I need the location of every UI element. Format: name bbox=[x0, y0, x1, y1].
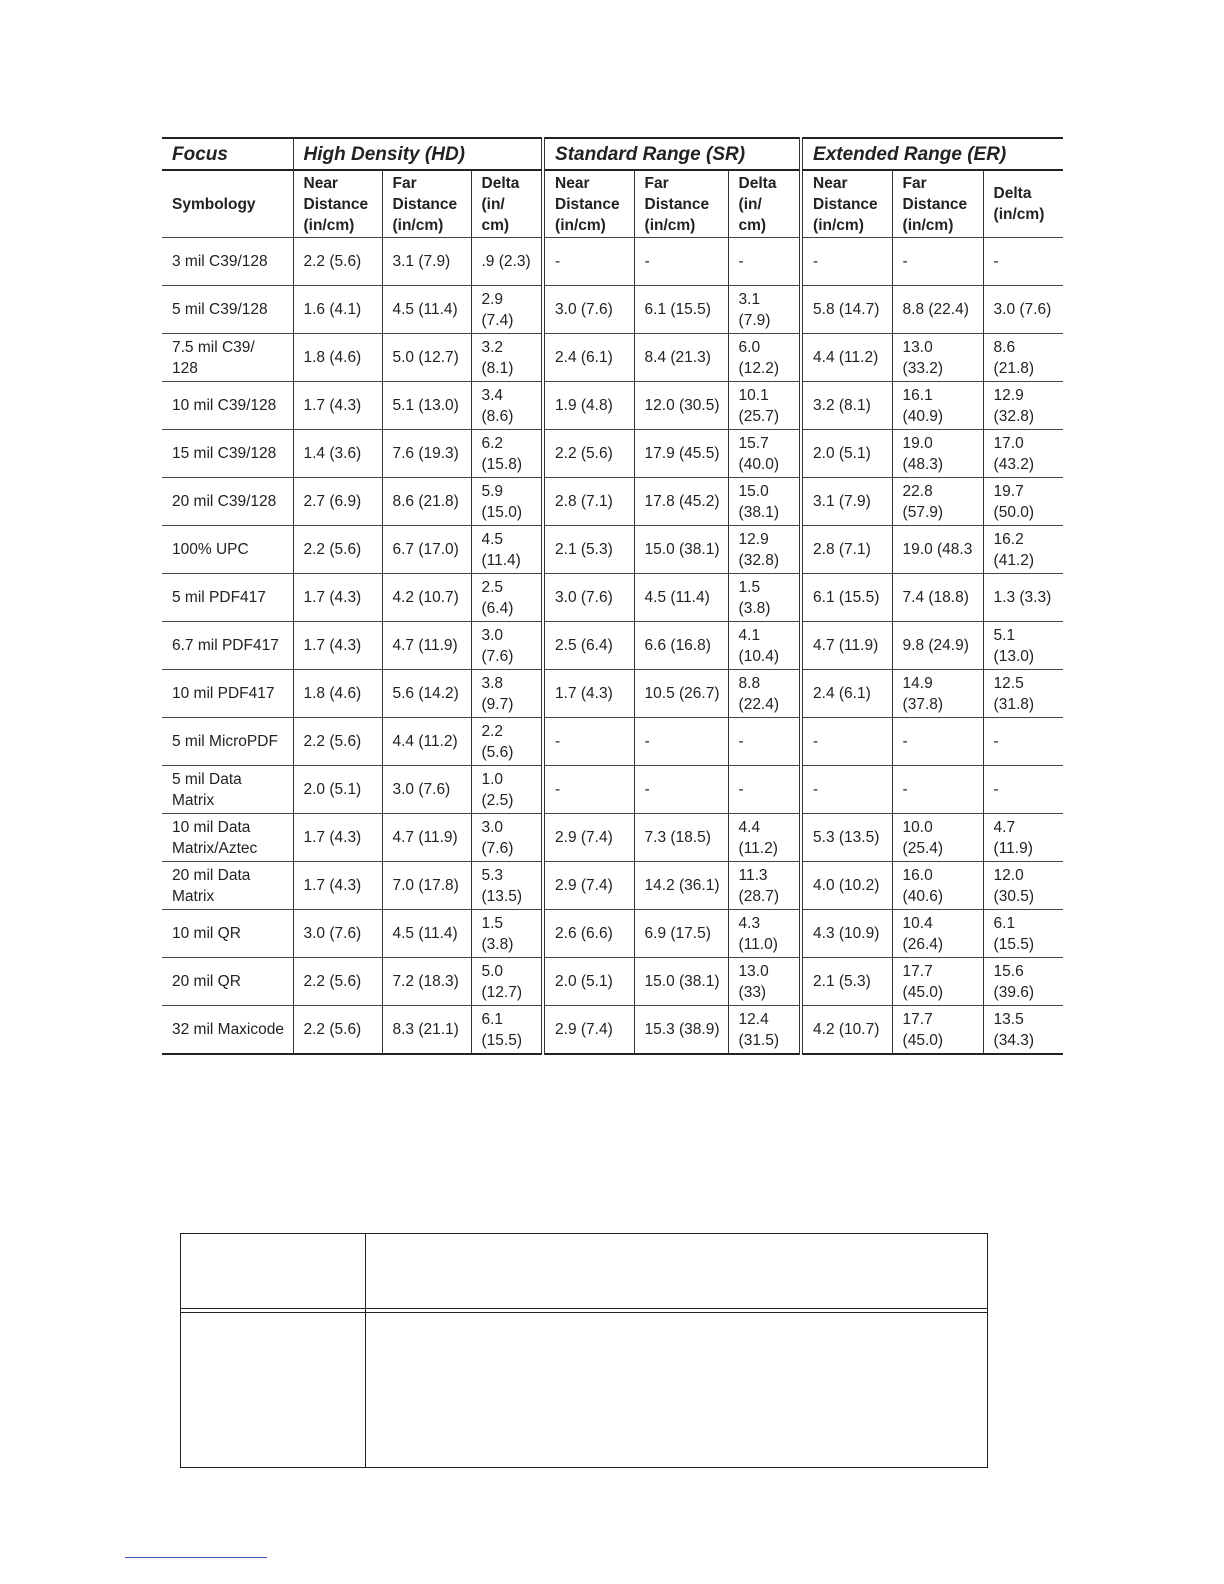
range-cell: 7.0 (17.8) bbox=[382, 862, 471, 910]
symbology-cell: 32 mil Maxicode bbox=[162, 1006, 293, 1055]
range-cell: 14.9 (37.8) bbox=[892, 670, 983, 718]
table-row bbox=[162, 862, 1063, 910]
range-cell: 19.0 (48.3 bbox=[892, 526, 983, 574]
range-cell: - bbox=[892, 238, 983, 286]
sr-delta-header: Delta (in/ cm) bbox=[728, 170, 801, 238]
range-cell: 4.4 (11.2) bbox=[801, 334, 892, 382]
sr-group-header: Standard Range (SR) bbox=[543, 138, 801, 170]
range-cell: 1.7 (4.3) bbox=[293, 814, 382, 862]
table-row bbox=[162, 622, 1063, 670]
range-cell: 5.1 (13.0) bbox=[382, 382, 471, 430]
reading-range-table bbox=[162, 137, 1063, 1055]
range-cell: - bbox=[892, 766, 983, 814]
range-cell: - bbox=[801, 718, 892, 766]
range-cell: 15.6 (39.6) bbox=[983, 958, 1063, 1006]
range-cell: 6.1 (15.5) bbox=[983, 910, 1063, 958]
range-cell: 12.9 (32.8) bbox=[728, 526, 801, 574]
focus-header: Focus bbox=[162, 138, 293, 170]
range-cell: - bbox=[543, 718, 634, 766]
range-cell: 4.3 (11.0) bbox=[728, 910, 801, 958]
symbology-cell: 5 mil Data Matrix bbox=[162, 766, 293, 814]
range-cell: 4.0 (10.2) bbox=[801, 862, 892, 910]
range-cell: 6.2 (15.8) bbox=[471, 430, 543, 478]
er-delta-header: Delta (in/cm) bbox=[993, 185, 1045, 223]
range-cell: - bbox=[543, 766, 634, 814]
symbology-cell: 20 mil Data Matrix bbox=[162, 862, 293, 910]
table-row bbox=[162, 766, 1063, 814]
symbology-cell: 7.5 mil C39/ 128 bbox=[162, 334, 293, 382]
range-cell: 8.6 (21.8) bbox=[983, 334, 1063, 382]
range-cell: 15.3 (38.9) bbox=[634, 1006, 728, 1055]
range-cell: 13.0 (33.2) bbox=[892, 334, 983, 382]
range-cell: 3.0 (7.6) bbox=[471, 622, 543, 670]
range-cell: 6.0 (12.2) bbox=[728, 334, 801, 382]
table-row bbox=[162, 430, 1063, 478]
range-cell: 19.0 (48.3) bbox=[892, 430, 983, 478]
range-cell: 1.7 (4.3) bbox=[293, 574, 382, 622]
range-cell: 12.0 (30.5) bbox=[983, 862, 1063, 910]
er-group-header: Extended Range (ER) bbox=[801, 138, 1063, 170]
range-cell: - bbox=[634, 718, 728, 766]
symbology-cell: 10 mil PDF417 bbox=[162, 670, 293, 718]
symbology-cell: 15 mil C39/128 bbox=[162, 430, 293, 478]
symbology-header: Symbology bbox=[162, 170, 293, 238]
range-cell: 2.7 (6.9) bbox=[293, 478, 382, 526]
range-cell: - bbox=[983, 718, 1063, 766]
range-cell: 16.2 (41.2) bbox=[983, 526, 1063, 574]
range-cell: - bbox=[543, 238, 634, 286]
range-cell: 16.1 (40.9) bbox=[892, 382, 983, 430]
table-row bbox=[162, 670, 1063, 718]
range-cell: 17.0 (43.2) bbox=[983, 430, 1063, 478]
range-cell: - bbox=[983, 766, 1063, 814]
range-cell: 2.0 (5.1) bbox=[293, 766, 382, 814]
range-cell: 6.1 (15.5) bbox=[801, 574, 892, 622]
table-row bbox=[162, 286, 1063, 334]
range-cell: 5.1 (13.0) bbox=[983, 622, 1063, 670]
range-cell: - bbox=[892, 718, 983, 766]
range-cell: 2.0 (5.1) bbox=[543, 958, 634, 1006]
range-cell: - bbox=[801, 766, 892, 814]
range-cell: 12.9 (32.8) bbox=[983, 382, 1063, 430]
table-row bbox=[162, 910, 1063, 958]
range-cell: - bbox=[801, 238, 892, 286]
symbology-cell: 10 mil C39/128 bbox=[162, 382, 293, 430]
range-cell: 1.4 (3.6) bbox=[293, 430, 382, 478]
range-cell: 2.2 (5.6) bbox=[293, 238, 382, 286]
table-row bbox=[162, 526, 1063, 574]
range-cell: 15.7 (40.0) bbox=[728, 430, 801, 478]
range-cell: 19.7 (50.0) bbox=[983, 478, 1063, 526]
range-cell: 6.9 (17.5) bbox=[634, 910, 728, 958]
symbology-cell: 20 mil QR bbox=[162, 958, 293, 1006]
range-cell: 2.2 (5.6) bbox=[543, 430, 634, 478]
range-cell: 8.4 (21.3) bbox=[634, 334, 728, 382]
symbology-cell: 3 mil C39/128 bbox=[162, 238, 293, 286]
empty-table-column-divider bbox=[365, 1234, 366, 1467]
range-cell: 17.9 (45.5) bbox=[634, 430, 728, 478]
range-cell: 2.8 (7.1) bbox=[801, 526, 892, 574]
range-cell: 2.4 (6.1) bbox=[543, 334, 634, 382]
symbology-cell: 6.7 mil PDF417 bbox=[162, 622, 293, 670]
column-header-row bbox=[162, 170, 1063, 238]
table-row bbox=[162, 382, 1063, 430]
range-cell: 2.0 (5.1) bbox=[801, 430, 892, 478]
range-cell: 4.7 (11.9) bbox=[983, 814, 1063, 862]
symbology-cell: 20 mil C39/128 bbox=[162, 478, 293, 526]
range-cell: 2.5 (6.4) bbox=[471, 574, 543, 622]
range-cell: 15.0 (38.1) bbox=[634, 958, 728, 1006]
range-cell: 1.0 (2.5) bbox=[471, 766, 543, 814]
symbology-cell: 10 mil QR bbox=[162, 910, 293, 958]
range-cell: 7.4 (18.8) bbox=[892, 574, 983, 622]
range-cell: 5.3 (13.5) bbox=[471, 862, 543, 910]
empty-table bbox=[180, 1233, 988, 1468]
range-cell: 2.1 (5.3) bbox=[543, 526, 634, 574]
table-row bbox=[162, 238, 1063, 286]
range-cell: 3.4 (8.6) bbox=[471, 382, 543, 430]
range-cell: 13.5 (34.3) bbox=[983, 1006, 1063, 1055]
table-row bbox=[162, 478, 1063, 526]
footnote-separator bbox=[125, 1557, 267, 1558]
range-cell: 5.3 (13.5) bbox=[801, 814, 892, 862]
range-cell: 3.0 (7.6) bbox=[543, 286, 634, 334]
sr-near-header: Near Distance (in/cm) bbox=[543, 170, 634, 238]
range-cell: 4.7 (11.9) bbox=[382, 814, 471, 862]
range-cell: 2.1 (5.3) bbox=[801, 958, 892, 1006]
range-cell: 4.4 (11.2) bbox=[382, 718, 471, 766]
range-cell: 12.4 (31.5) bbox=[728, 1006, 801, 1055]
range-cell: 3.1 (7.9) bbox=[801, 478, 892, 526]
range-cell: 1.6 (4.1) bbox=[293, 286, 382, 334]
sr-far-header: Far Distance (in/cm) bbox=[634, 170, 728, 238]
symbology-cell: 100% UPC bbox=[162, 526, 293, 574]
hd-far-header: Far Distance (in/cm) bbox=[382, 170, 471, 238]
range-cell: 2.2 (5.6) bbox=[471, 718, 543, 766]
range-cell: 1.8 (4.6) bbox=[293, 670, 382, 718]
hd-group-header: High Density (HD) bbox=[293, 138, 543, 170]
range-cell: 7.3 (18.5) bbox=[634, 814, 728, 862]
hd-near-header: Near Distance (in/cm) bbox=[293, 170, 382, 238]
empty-table-row-divider bbox=[181, 1308, 987, 1313]
range-cell: 4.1 (10.4) bbox=[728, 622, 801, 670]
range-cell: 1.9 (4.8) bbox=[543, 382, 634, 430]
range-cell: 11.3 (28.7) bbox=[728, 862, 801, 910]
range-cell: 4.7 (11.9) bbox=[801, 622, 892, 670]
hd-delta-header: Delta (in/ cm) bbox=[471, 170, 543, 238]
range-cell: 1.8 (4.6) bbox=[293, 334, 382, 382]
table-row bbox=[162, 334, 1063, 382]
range-cell: 8.8 (22.4) bbox=[892, 286, 983, 334]
symbology-cell: 10 mil Data Matrix/Aztec bbox=[162, 814, 293, 862]
range-cell: 4.2 (10.7) bbox=[801, 1006, 892, 1055]
table-row bbox=[162, 574, 1063, 622]
table-row bbox=[162, 1006, 1063, 1055]
range-cell: 4.5 (11.4) bbox=[634, 574, 728, 622]
range-cell: 2.9 (7.4) bbox=[543, 1006, 634, 1055]
range-cell: 3.0 (7.6) bbox=[471, 814, 543, 862]
range-cell: - bbox=[728, 718, 801, 766]
range-cell: 12.0 (30.5) bbox=[634, 382, 728, 430]
range-cell: 4.5 (11.4) bbox=[471, 526, 543, 574]
range-cell: 1.7 (4.3) bbox=[293, 382, 382, 430]
range-cell: 9.8 (24.9) bbox=[892, 622, 983, 670]
group-header-row bbox=[162, 138, 1063, 170]
table-row bbox=[162, 814, 1063, 862]
range-cell: 2.9 (7.4) bbox=[543, 814, 634, 862]
range-cell: 10.1 (25.7) bbox=[728, 382, 801, 430]
range-cell: 1.7 (4.3) bbox=[293, 622, 382, 670]
range-cell: 3.1 (7.9) bbox=[728, 286, 801, 334]
range-cell: 3.0 (7.6) bbox=[293, 910, 382, 958]
range-cell: 2.4 (6.1) bbox=[801, 670, 892, 718]
range-cell: 12.5 (31.8) bbox=[983, 670, 1063, 718]
table-row bbox=[162, 958, 1063, 1006]
range-cell: 2.9 (7.4) bbox=[471, 286, 543, 334]
range-cell: 4.5 (11.4) bbox=[382, 286, 471, 334]
range-cell: 16.0 (40.6) bbox=[892, 862, 983, 910]
range-cell: 7.2 (18.3) bbox=[382, 958, 471, 1006]
range-cell: 10.5 (26.7) bbox=[634, 670, 728, 718]
symbology-cell: 5 mil MicroPDF bbox=[162, 718, 293, 766]
range-cell: 17.7 (45.0) bbox=[892, 958, 983, 1006]
range-cell: 7.6 (19.3) bbox=[382, 430, 471, 478]
range-cell: 3.0 (7.6) bbox=[382, 766, 471, 814]
range-cell: 10.0 (25.4) bbox=[892, 814, 983, 862]
range-cell: - bbox=[983, 238, 1063, 286]
range-cell: 1.5 (3.8) bbox=[728, 574, 801, 622]
range-cell: 8.8 (22.4) bbox=[728, 670, 801, 718]
range-cell: 2.9 (7.4) bbox=[543, 862, 634, 910]
range-cell: 3.1 (7.9) bbox=[382, 238, 471, 286]
range-cell: 22.8 (57.9) bbox=[892, 478, 983, 526]
table-row bbox=[162, 718, 1063, 766]
range-cell: 2.2 (5.6) bbox=[293, 718, 382, 766]
range-cell: 4.7 (11.9) bbox=[382, 622, 471, 670]
range-cell: 4.4 (11.2) bbox=[728, 814, 801, 862]
range-cell: 5.0 (12.7) bbox=[382, 334, 471, 382]
range-cell: 1.7 (4.3) bbox=[293, 862, 382, 910]
range-cell: 2.5 (6.4) bbox=[543, 622, 634, 670]
range-cell: 3.2 (8.1) bbox=[801, 382, 892, 430]
symbology-cell: 5 mil PDF417 bbox=[162, 574, 293, 622]
range-cell: - bbox=[634, 238, 728, 286]
range-cell: 6.6 (16.8) bbox=[634, 622, 728, 670]
range-cell: 6.1 (15.5) bbox=[634, 286, 728, 334]
er-far-header: Far Distance (in/cm) bbox=[892, 170, 983, 238]
range-cell: - bbox=[728, 238, 801, 286]
er-near-header: Near Distance (in/cm) bbox=[801, 170, 892, 238]
range-cell: .9 (2.3) bbox=[471, 238, 543, 286]
range-cell: 6.1 (15.5) bbox=[471, 1006, 543, 1055]
range-cell: 4.5 (11.4) bbox=[382, 910, 471, 958]
range-cell: 2.2 (5.6) bbox=[293, 1006, 382, 1055]
range-cell: 3.0 (7.6) bbox=[983, 286, 1063, 334]
range-cell: 1.7 (4.3) bbox=[543, 670, 634, 718]
range-cell: 14.2 (36.1) bbox=[634, 862, 728, 910]
range-cell: 5.9 (15.0) bbox=[471, 478, 543, 526]
range-cell: 17.8 (45.2) bbox=[634, 478, 728, 526]
range-cell: 3.2 (8.1) bbox=[471, 334, 543, 382]
range-cell: 2.2 (5.6) bbox=[293, 526, 382, 574]
range-cell: 1.5 (3.8) bbox=[471, 910, 543, 958]
range-cell: 15.0 (38.1) bbox=[634, 526, 728, 574]
range-cell: 8.3 (21.1) bbox=[382, 1006, 471, 1055]
range-cell: 5.6 (14.2) bbox=[382, 670, 471, 718]
range-cell: 2.8 (7.1) bbox=[543, 478, 634, 526]
range-cell: 17.7 (45.0) bbox=[892, 1006, 983, 1055]
range-cell: 2.6 (6.6) bbox=[543, 910, 634, 958]
range-cell: 4.3 (10.9) bbox=[801, 910, 892, 958]
range-cell: 2.2 (5.6) bbox=[293, 958, 382, 1006]
range-cell: 6.7 (17.0) bbox=[382, 526, 471, 574]
range-cell: 15.0 (38.1) bbox=[728, 478, 801, 526]
range-cell: 5.0 (12.7) bbox=[471, 958, 543, 1006]
range-cell: 3.0 (7.6) bbox=[543, 574, 634, 622]
range-cell: 10.4 (26.4) bbox=[892, 910, 983, 958]
range-cell: 4.2 (10.7) bbox=[382, 574, 471, 622]
range-cell: - bbox=[728, 766, 801, 814]
range-cell: 13.0 (33) bbox=[728, 958, 801, 1006]
range-cell: 8.6 (21.8) bbox=[382, 478, 471, 526]
range-cell: 3.8 (9.7) bbox=[471, 670, 543, 718]
range-cell: 5.8 (14.7) bbox=[801, 286, 892, 334]
range-cell: 1.3 (3.3) bbox=[983, 574, 1063, 622]
range-cell: - bbox=[634, 766, 728, 814]
symbology-cell: 5 mil C39/128 bbox=[162, 286, 293, 334]
